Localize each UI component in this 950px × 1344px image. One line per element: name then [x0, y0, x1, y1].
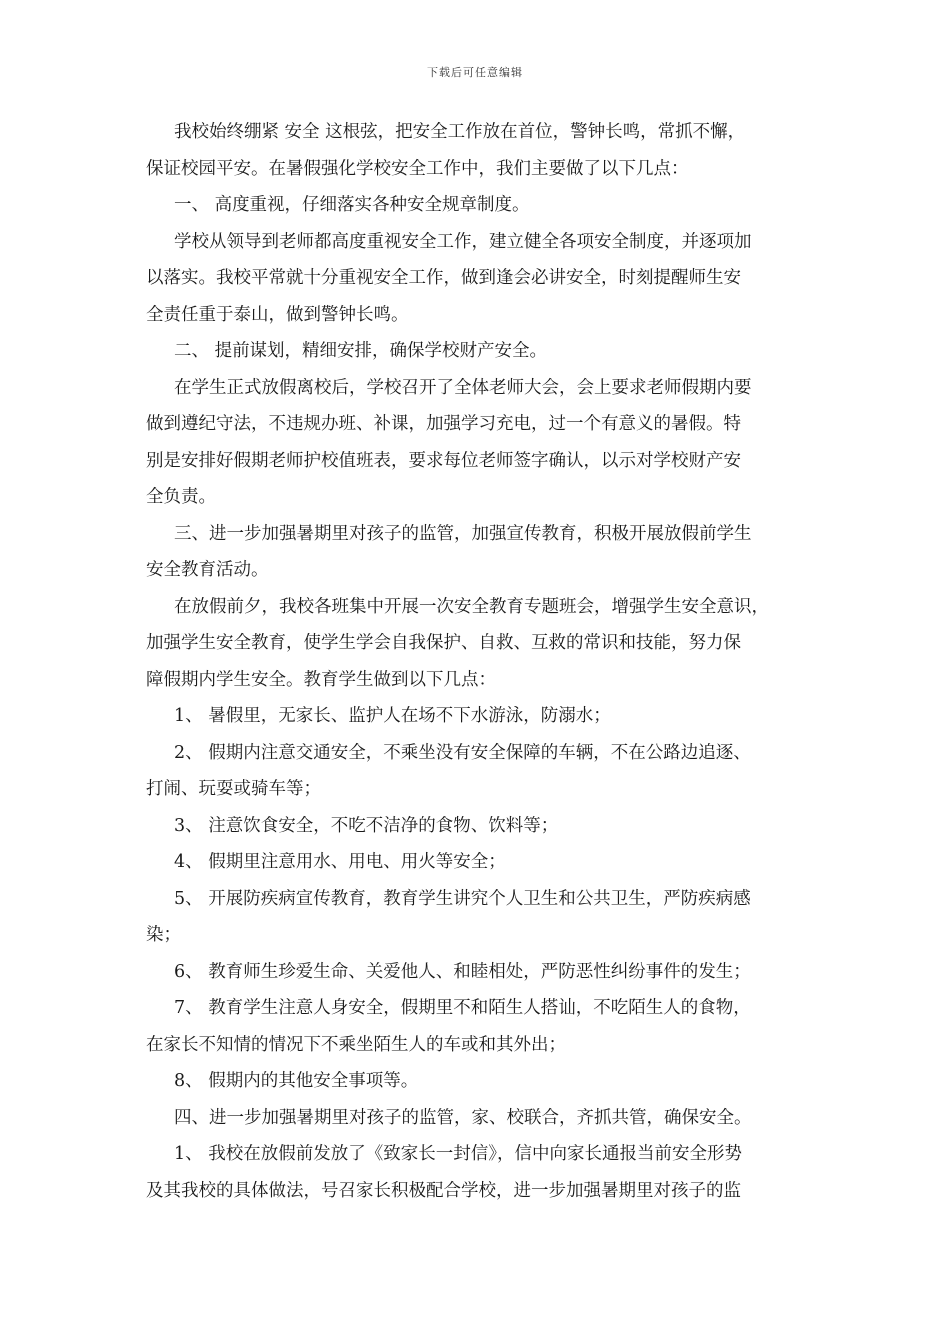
paragraph-line: 6、 教育师生珍爱生命、关爱他人、和睦相处，严防恶性纠纷事件的发生； — [174, 961, 751, 982]
paragraph-line: 以落实。我校平常就十分重视安全工作，做到逢会必讲安全，时刻提醒师生安 — [146, 268, 741, 288]
paragraph-line: 染； — [146, 925, 181, 945]
paragraph-line: 1、 我校在放假前发放了《致家长一封信》，信中向家长通报当前安全形势 — [174, 1144, 742, 1164]
paragraph-line: 做到遵纪守法，不违规办班、补课，加强学习充电，过一个有意义的暑假。特 — [146, 414, 741, 434]
paragraph-line: 学校从领导到老师都高度重视安全工作，建立健全各项安全制度，并逐项加 — [174, 231, 752, 252]
paragraph-line: 保证校园平安。在暑假强化学校安全工作中，我们主要做了以下几点： — [146, 158, 689, 179]
document-body — [146, 114, 810, 1209]
paragraph-line: 在放假前夕，我校各班集中开展一次安全教育专题班会，增强学生安全意识， — [174, 596, 769, 617]
paragraph-line: 全负责。 — [146, 487, 216, 507]
paragraph-line: 3、 注意饮食安全，不吃不洁净的食物、饮料等； — [174, 815, 559, 836]
paragraph-line: 三、进一步加强暑期里对孩子的监管，加强宣传教育，积极开展放假前学生 — [174, 523, 752, 544]
paragraph-line: 5、 开展防疾病宣传教育，教育学生讲究个人卫生和公共卫生，严防疾病感 — [174, 888, 751, 909]
page-header-note: 下载后可任意编辑 — [427, 66, 523, 79]
paragraph-line: 我校始终绷紧 安全 这根弦，把安全工作放在首位，警钟长鸣，常抓不懈， — [174, 122, 746, 142]
paragraph-line: 全责任重于泰山，做到警钟长鸣。 — [146, 304, 409, 325]
paragraph-line: 及其我校的具体做法，号召家长积极配合学校，进一步加强暑期里对孩子的监 — [146, 1180, 741, 1201]
paragraph-line: 8、 假期内的其他安全事项等。 — [174, 1071, 419, 1091]
paragraph-line: 7、 教育学生注意人身安全，假期里不和陌生人搭讪，不吃陌生人的食物， — [174, 998, 751, 1018]
paragraph-line: 2、 假期内注意交通安全，不乘坐没有安全保障的车辆，不在公路边追逐、 — [174, 742, 751, 763]
paragraph-line: 在学生正式放假离校后，学校召开了全体老师大会，会上要求老师假期内要 — [174, 377, 752, 398]
paragraph-line: 加强学生安全教育，使学生学会自我保护、自救、互救的常识和技能，努力保 — [146, 633, 741, 653]
paragraph-line: 一、 高度重视，仔细落实各种安全规章制度。 — [174, 195, 530, 215]
paragraph-line: 安全教育活动。 — [146, 560, 269, 580]
paragraph-line: 1、 暑假里，无家长、监护人在场不下水游泳，防溺水； — [174, 706, 611, 726]
paragraph-line: 打闹、玩耍或骑车等； — [146, 779, 321, 799]
paragraph-line: 在家长不知情的情况下不乘坐陌生人的车或和其外出； — [146, 1034, 566, 1055]
paragraph-line: 障假期内学生安全。教育学生做到以下几点： — [146, 669, 496, 690]
paragraph-line: 四、进一步加强暑期里对孩子的监管，家、校联合，齐抓共管，确保安全。 — [174, 1107, 752, 1128]
paragraph-line: 别是安排好假期老师护校值班表，要求每位老师签字确认，以示对学校财产安 — [146, 450, 741, 471]
paragraph-line: 二、 提前谋划，精细安排，确保学校财产安全。 — [174, 341, 548, 361]
paragraph-line: 4、 假期里注意用水、用电、用火等安全； — [174, 852, 506, 872]
